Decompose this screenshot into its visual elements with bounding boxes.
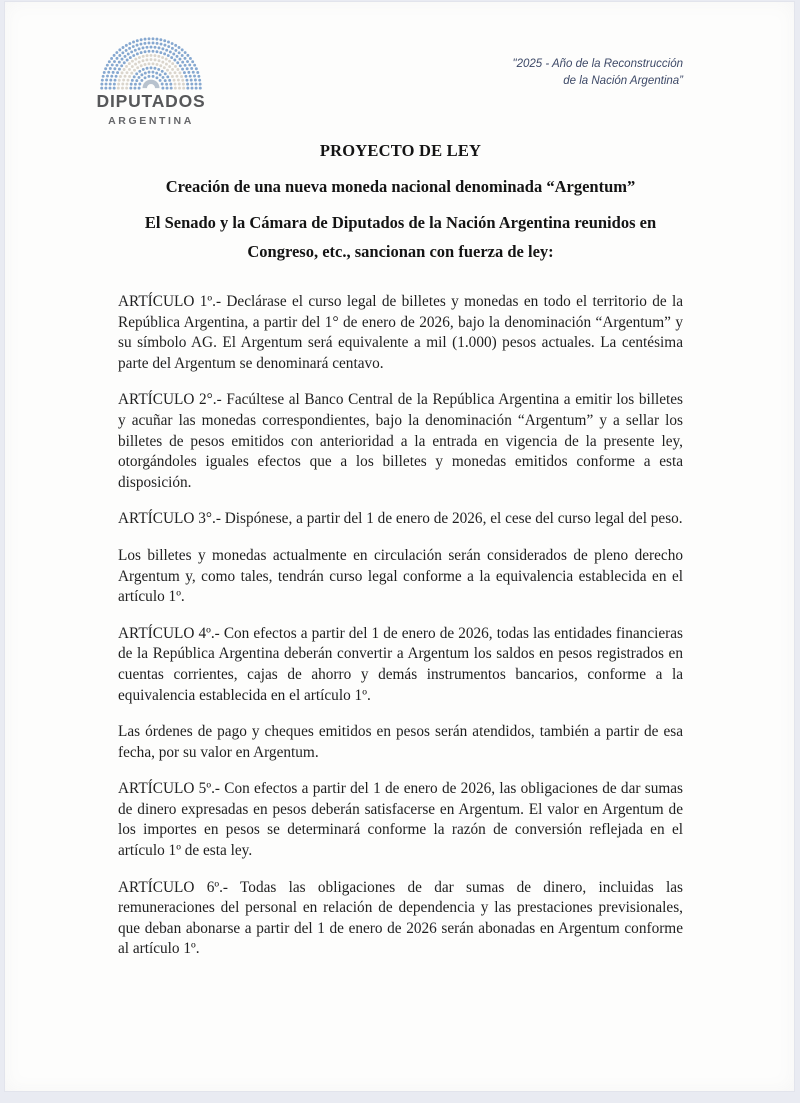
year-motto-line1: "2025 - Año de la Reconstrucción: [512, 58, 683, 70]
body-paragraph: Las órdenes de pago y cheques emitidos en pesos serán atendidos, también a partir de esa fecha, por su valor en Argentum.: [118, 723, 683, 761]
body-paragraph: Los billetes y monedas actualmente en circulación serán considerados de pleno derecho Argentum y, como tales, tendrán curso legal conforme a la equivalencia establecida en el artículo 1º.: [118, 546, 683, 606]
articles-section: [118, 292, 683, 960]
logo-subtitle: ARGENTINA: [108, 115, 194, 127]
document-title: PROYECTO DE LEY: [319, 141, 482, 160]
year-motto-line2: de la Nación Argentina”: [563, 74, 683, 87]
logo-title: DIPUTADOS: [96, 91, 206, 111]
document-subject: Creación de una nueva moneda nacional denominada “Argentum”: [165, 177, 636, 196]
document-body: [118, 2, 683, 976]
articulo-1-paragraph: ARTÍCULO 1º.- Declárase el curso legal de billetes y monedas en todo el territorio de la República Argentina, a partir del 1° de enero de 2026, bajo la denominación “Argentum” y su símbolo AG. El Argentum será equivalente a mil (1.000) pesos actuales. La centésima parte del Argentum se denominará centavo.: [118, 293, 683, 372]
articulo-6-paragraph: ARTÍCULO 6º.- Todas las obligaciones de dar sumas de dinero, incluidas las remuneraciones del personal en relación de dependencia y las prestaciones previsionales, que deban abonarse a partir del 1 de enero de 2026 serán abonadas en Argentum conforme al artículo 1º.: [118, 878, 683, 958]
document-page: [4, 1, 795, 1092]
articulo-4-paragraph: ARTÍCULO 4º.- Con efectos a partir del 1 de enero de 2026, todas las entidades financieras de la República Argentina deberán convertir a Argentum los saldos en pesos registrados en cuentas corrientes, cajas de ahorro y demás instrumentos bancarios, conforme a la equivalencia establecida en el artículo 1º.: [118, 624, 683, 704]
document-preamble: El Senado y la Cámara de Diputados de la Nación Argentina reunidos en Congreso, etc., sancionan con fuerza de ley:: [144, 213, 657, 261]
articulo-2-paragraph: ARTÍCULO 2°.- Facúltese al Banco Central de la República Argentina a emitir los billetes y acuñar las monedas correspondientes, bajo la denominación “Argentum” y a sellar los billetes de pesos emitidos con anterioridad a la entrada en vigencia de la presente ley, otorgándoles iguales efectos que a los billetes y monedas emitidos conforme a esta disposición.: [118, 391, 683, 491]
articulo-5-paragraph: ARTÍCULO 5º.- Con efectos a partir del 1 de enero de 2026, las obligaciones de dar sumas de dinero expresadas en pesos deberán satisfacerse en Argentum. El valor en Argentum de los importes en pesos se determinará conforme la razón de conversión reflejada en el artículo 1º de esta ley.: [118, 780, 683, 860]
articulo-3-paragraph: ARTÍCULO 3°.- Dispónese, a partir del 1 de enero de 2026, el cese del curso legal del peso.: [118, 510, 683, 528]
